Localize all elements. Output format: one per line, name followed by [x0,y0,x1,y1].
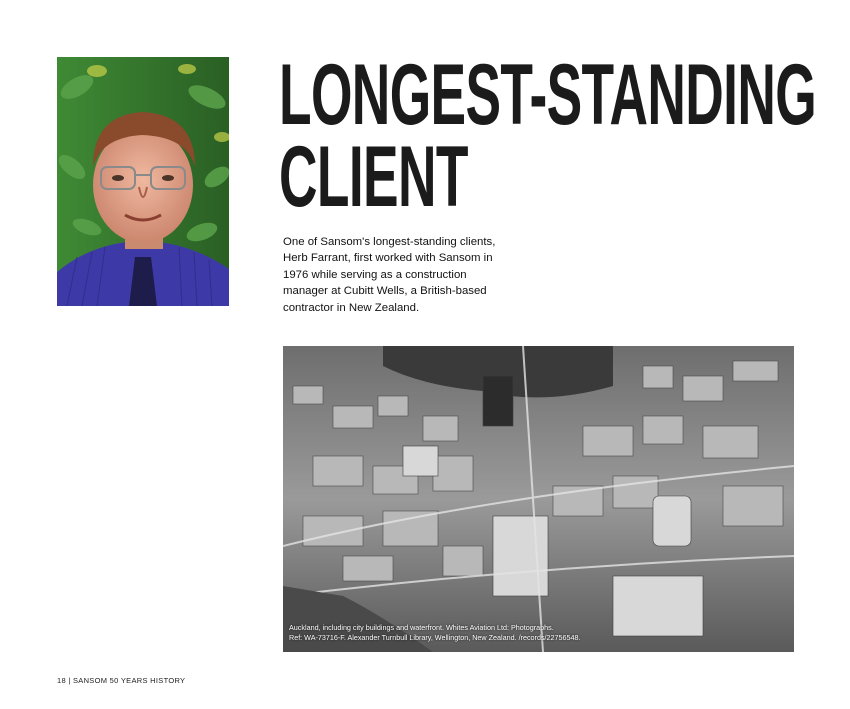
footer-separator: | [68,676,71,685]
title-line-2: CLIENT [279,129,468,225]
page-title [279,47,817,225]
city-illustration [283,346,794,652]
caption-line-1: Auckland, including city buildings and waterfront. Whites Aviation Ltd: Photographs. [289,623,554,632]
portrait-illustration [57,57,229,306]
publication-name: SANSOM 50 YEARS HISTORY [72,676,186,685]
portrait-photo [57,57,229,306]
page-footer [57,676,185,685]
caption-line-2: Ref: WA-73716-F. Alexander Turnbull Library, Wellington, New Zealand. /records/22756548. [289,633,581,642]
aerial-city-photo [283,346,794,652]
intro-paragraph: One of Sansom's longest-standing clients, Herb Farrant, first worked with Sansom in 1976 while serving as a construction manager at Cubitt Wells, a British-based contractor in New Zealand. [283,236,496,314]
page-number: 18 [57,676,66,685]
title-line-1: LONGEST-STANDING [279,47,817,143]
photo-caption [289,623,779,643]
